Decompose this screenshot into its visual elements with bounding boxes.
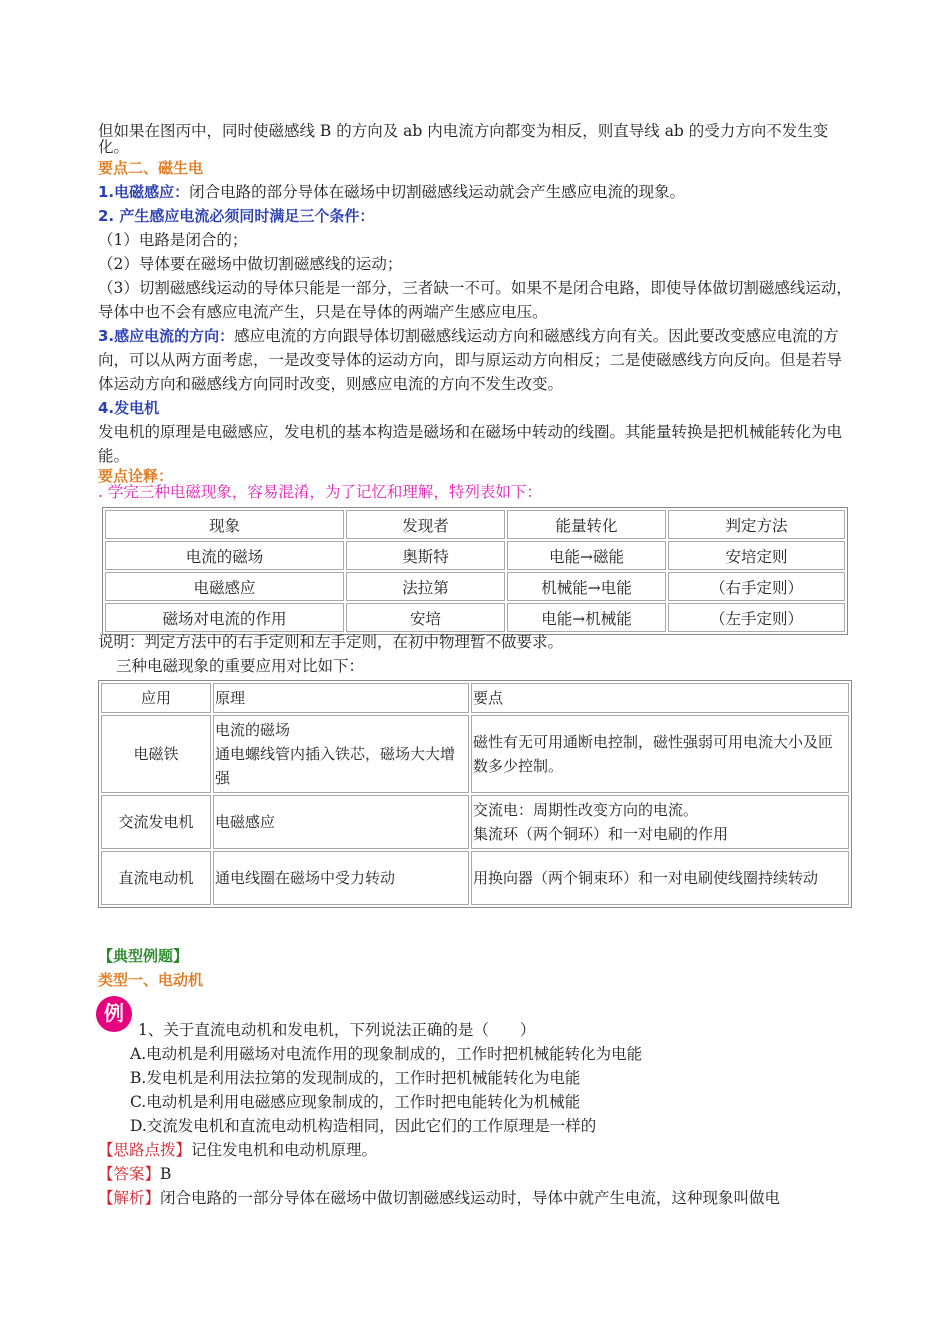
table-row	[105, 603, 845, 632]
table-header-row	[105, 510, 845, 539]
table-cell: 电能→机械能	[507, 603, 666, 632]
table-row	[101, 851, 849, 905]
table-header-row	[101, 683, 849, 713]
cell-line: 交流电：周期性改变方向的电流。	[473, 801, 699, 819]
condition-3: （3）切割磁感线运动的导体只能是一部分，三者缺一不可。如果不是闭合电路，即使导体做切割磁感线运动，导体中也不会有感应电流产生，只是在导体的两端产生感应电压。	[98, 279, 852, 321]
notes-heading: 要点诠释：	[98, 467, 174, 485]
point2-label: 2. 产生感应电流必须同时满足三个条件：	[98, 207, 375, 225]
analysis-label: 【解析】	[98, 1189, 161, 1207]
condition-1: （1）电路是闭合的；	[98, 231, 248, 249]
table-cell: 电磁铁	[101, 715, 211, 793]
table-row	[101, 795, 849, 849]
answer-text: B	[160, 1165, 172, 1183]
notes-intro: . 学完三种电磁现象，容易混淆，为了记忆和理解，特列表如下：	[98, 483, 542, 501]
table-cell: （左手定则）	[668, 603, 845, 632]
option-d: D.交流发电机和直流电动机构造相同，因此它们的工作原理是一样的	[130, 1117, 597, 1135]
examples-heading: 【典型例题】	[98, 947, 189, 965]
table-cell: 电流的磁场	[105, 541, 344, 570]
table-cell: 用换向器（两个铜束环）和一对电刷使线圈持续转动	[471, 851, 849, 905]
example-badge-icon: 例	[96, 996, 132, 1032]
hint-label: 【思路点拨】	[98, 1141, 192, 1159]
option-b: B.发电机是利用法拉第的发现制成的，工作时把机械能转化为电能	[130, 1069, 581, 1087]
table-header: 能量转化	[507, 510, 666, 539]
hint-text: 记住发电机和电动机原理。	[191, 1141, 378, 1159]
table-cell: 安培定则	[668, 541, 845, 570]
point3-text: 感应电流的方向跟导体切割磁感线运动方向和磁感线方向有关。因此要改变感应电流的方向，可以从两方面考虑，一是改变导体的运动方向，即与原运动方向相反；二是使磁感线方向反向。但是若导体运动方向和磁感线方向同时改变，则感应电流的方向不发生改变。	[98, 327, 843, 393]
type1-heading: 类型一、电动机	[98, 971, 204, 989]
table-row	[101, 715, 849, 793]
point4-label: 4.发电机	[98, 399, 160, 417]
option-c: C.电动机是利用电磁感应现象制成的，工作时把电能转化为机械能	[130, 1093, 581, 1111]
table-cell: 直流电动机	[101, 851, 211, 905]
table-cell: 通电线圈在磁场中受力转动	[213, 851, 469, 905]
table-cell: 安培	[346, 603, 505, 632]
table-header: 判定方法	[668, 510, 845, 539]
table-row	[105, 572, 845, 601]
table-row	[105, 541, 845, 570]
table-header: 现象	[105, 510, 344, 539]
table-cell: 电磁感应	[105, 572, 344, 601]
table-header: 应用	[101, 683, 211, 713]
analysis-text: 闭合电路的一部分导体在磁场中做切割磁感线运动时，导体中就产生电流，这种现象叫做电	[160, 1189, 781, 1207]
table-cell: 奥斯特	[346, 541, 505, 570]
point4-text: 发电机的原理是电磁感应，发电机的基本构造是磁场和在磁场中转动的线圈。其能量转换是把机械能转化为电能。	[98, 423, 843, 465]
table-cell: 电能→磁能	[507, 541, 666, 570]
table-header: 发现者	[346, 510, 505, 539]
applications-table	[98, 680, 852, 908]
point1-label: 1.电磁感应：	[98, 183, 190, 201]
table1-note: 说明：判定方法中的右手定则和左手定则，在初中物理暂不做要求。	[98, 633, 564, 651]
option-a: A.电动机是利用磁场对电流作用的现象制成的，工作时把机械能转化为电能	[130, 1045, 643, 1063]
table-cell	[213, 715, 469, 793]
table-cell	[471, 795, 849, 849]
condition-2: （2）导体要在磁场中做切割磁感线的运动；	[98, 255, 403, 273]
point3-label: 3.感应电流的方向：	[98, 327, 235, 345]
table-header: 要点	[471, 683, 849, 713]
table-cell: 电磁感应	[213, 795, 469, 849]
section-heading: 要点二、磁生电	[98, 159, 204, 177]
table-cell: 机械能→电能	[507, 572, 666, 601]
table-header: 原理	[213, 683, 469, 713]
table-cell: 磁场对电流的作用	[105, 603, 344, 632]
table-cell: 交流发电机	[101, 795, 211, 849]
table-cell: （右手定则）	[668, 572, 845, 601]
answer-label: 【答案】	[98, 1165, 161, 1183]
phenomena-table	[102, 507, 848, 635]
intro-paragraph: 但如果在图丙中，同时使磁感线 B 的方向及 ab 内电流方向都变为相反，则直导线 ab 的受力方向不发生变化。	[98, 122, 829, 156]
question-text: 1、关于直流电动机和发电机，下列说法正确的是（ ）	[138, 1021, 536, 1039]
cell-line: 集流环（两个铜环）和一对电刷的作用	[473, 825, 729, 843]
table-cell: 磁性有无可用通断电控制，磁性强弱可用电流大小及匝数多少控制。	[471, 715, 849, 793]
cell-line: 电流的磁场	[215, 721, 291, 739]
table2-intro: 三种电磁现象的重要应用对比如下：	[116, 657, 365, 675]
table-cell: 法拉第	[346, 572, 505, 601]
cell-line: 通电螺线管内插入铁芯，磁场大大增强	[215, 745, 456, 787]
point1-text: 闭合电路的部分导体在磁场中切割磁感线运动就会产生感应电流的现象。	[189, 183, 686, 201]
